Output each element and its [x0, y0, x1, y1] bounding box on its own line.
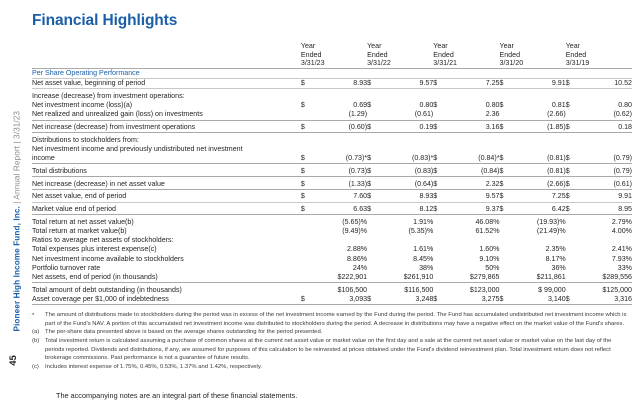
row-currency	[566, 110, 580, 120]
row-currency: $	[367, 177, 381, 190]
row-currency: $	[367, 202, 381, 215]
row-value: 38%	[419, 263, 434, 272]
row-currency	[566, 283, 580, 295]
row-value: 7.60	[315, 189, 367, 202]
table-row-section-header	[32, 68, 632, 78]
row-value: (2.66)	[547, 110, 566, 119]
row-currency: $	[367, 189, 381, 202]
row-currency	[301, 245, 315, 254]
row-value: (0.62)	[613, 110, 632, 119]
row-value: (0.61)	[580, 177, 632, 190]
row-value: 3,316	[580, 295, 632, 305]
row-currency: $	[433, 120, 447, 133]
row-value: (0.83)*	[412, 154, 434, 163]
footnote-item	[32, 311, 632, 328]
row-currency	[301, 215, 315, 227]
table-row-total	[32, 164, 632, 177]
row-label: Total return at net asset value(b)	[32, 215, 301, 227]
row-currency	[301, 264, 315, 273]
row-label: Net increase (decrease) in net asset value	[32, 177, 301, 190]
row-currency: $	[433, 177, 447, 190]
table-header-row	[32, 42, 632, 68]
row-currency	[433, 264, 447, 273]
row-value: (0.60)	[315, 120, 367, 133]
row-value: 46.08%	[447, 215, 499, 227]
table-row	[32, 189, 632, 202]
row-value: 6.63	[315, 202, 367, 215]
table-row-total	[32, 120, 632, 133]
footnotes	[32, 311, 632, 371]
row-currency	[566, 255, 580, 264]
row-value: 6.42	[514, 202, 566, 215]
row-value: 2.41%	[611, 245, 632, 254]
row-currency: $	[566, 177, 580, 190]
column-header-4	[566, 42, 632, 68]
footnote-text: Total investment return is calculated assuming a purchase of common shares at the current net asset value or market value on the first day and a sale at the current net asset value or market value on the last day of the periods reported. Dividends and distributions, if any, are assumed for purposes of this calculation to be reinvested at prices obtained under the Fund's dividend reinvestment plan. Total investment return does not reflect brokerage commissions. Past performance is not a guarantee of future results.	[45, 338, 612, 362]
footnote-marker: (b)	[32, 338, 40, 345]
row-value: 9.57	[381, 79, 433, 89]
table-row-subheader	[32, 89, 632, 101]
row-currency: $	[301, 189, 315, 202]
row-value: 2.88%	[346, 245, 368, 254]
row-value: 1.91%	[381, 215, 433, 227]
row-currency: $	[301, 164, 315, 177]
row-currency: $	[367, 154, 372, 163]
row-currency	[367, 227, 381, 236]
row-value: 8.95	[580, 202, 632, 215]
row-value: 24%	[352, 263, 368, 272]
row-currency: $	[566, 295, 580, 305]
closing-note: The accompanying notes are an integral part of these financial statements.	[56, 391, 298, 400]
row-value: 7.25	[514, 189, 566, 202]
row-value: 4.00%	[611, 226, 632, 235]
row-currency	[500, 227, 514, 236]
row-value: (21.49)%	[536, 226, 566, 235]
row-value: (9.49)%	[342, 226, 368, 235]
row-currency: $	[300, 101, 305, 110]
row-currency	[566, 273, 580, 283]
row-currency	[301, 227, 315, 236]
row-label: Total distributions	[32, 164, 301, 177]
row-value: 2.35%	[545, 245, 566, 254]
column-header-4-line3: 3/31/19	[565, 59, 590, 68]
footnote-marker: (a)	[32, 329, 40, 336]
row-value: $211,861	[536, 273, 566, 282]
row-currency: $	[565, 154, 570, 163]
row-value: (2.66)	[514, 177, 566, 190]
row-value: (0.73)	[315, 164, 367, 177]
row-value: 9.37	[447, 202, 499, 215]
row-value: $125,000	[580, 283, 632, 295]
row-currency: $	[565, 101, 570, 110]
table-row-subheader	[32, 133, 632, 145]
column-header-2	[433, 42, 499, 68]
row-currency: $	[301, 79, 315, 89]
column-header-3-line2: Ended	[499, 50, 521, 59]
row-value: (5.65)%	[315, 215, 367, 227]
row-currency: $	[499, 101, 504, 110]
table-row	[32, 101, 632, 110]
row-currency: $	[433, 295, 447, 305]
row-label: Net increase (decrease) from investment operations	[32, 120, 301, 133]
row-value: $261,910	[403, 273, 434, 282]
row-value: 1.61%	[413, 245, 434, 254]
row-value: 50%	[485, 263, 500, 272]
footnote-item	[32, 328, 632, 336]
table-row-subheader	[32, 236, 632, 245]
row-currency: $	[367, 120, 381, 133]
page-number: 45	[7, 355, 19, 366]
row-currency: $	[500, 177, 514, 190]
row-currency	[566, 227, 580, 236]
row-value: (0.79)	[613, 154, 632, 163]
row-label: Net investment income and previously undistributed net investment	[32, 144, 243, 153]
row-value: (0.81)	[547, 154, 566, 163]
spine-separator-1: |	[12, 199, 22, 207]
row-currency	[500, 110, 514, 120]
page-title: Financial Highlights	[32, 12, 178, 29]
row-value: $279,865	[469, 273, 500, 282]
column-header-0	[301, 42, 367, 68]
row-value: 7.25	[447, 79, 499, 89]
row-value: $222,901	[337, 273, 368, 282]
row-value: 0.69	[353, 101, 368, 110]
row-value: 8.93	[381, 189, 433, 202]
row-value: 2.79%	[580, 215, 632, 227]
row-value: (19.93)%	[514, 215, 566, 227]
row-value: 8.17%	[545, 254, 566, 263]
row-currency	[500, 245, 514, 254]
row-label: Net realized and unrealized gain (loss) on investments	[32, 110, 203, 119]
page-spine	[0, 0, 30, 400]
row-value: (0.81)	[514, 164, 566, 177]
row-label: Ratios to average net assets of stockholders:	[32, 236, 174, 245]
row-value: 8.93	[315, 79, 367, 89]
row-currency: $	[433, 164, 447, 177]
column-header-0-line1: Year	[300, 42, 316, 50]
row-currency	[433, 245, 447, 254]
row-currency	[301, 110, 315, 120]
table-row	[32, 154, 632, 164]
row-label: Total amount of debt outstanding (in thousands)	[32, 283, 301, 295]
row-value: $ 99,000	[514, 283, 566, 295]
row-value: 0.19	[381, 120, 433, 133]
row-currency: $	[301, 202, 315, 215]
row-value: (0.73)*	[345, 154, 368, 163]
column-header-2-line2: Ended	[433, 50, 454, 59]
row-label: Net investment income available to stockholders	[32, 254, 184, 263]
row-currency	[367, 245, 381, 254]
row-value: 3,248	[381, 295, 433, 305]
page-content	[32, 0, 632, 400]
row-currency: $	[566, 202, 580, 215]
row-value: $123,000	[447, 283, 499, 295]
row-value: 8.45%	[413, 254, 434, 263]
column-header-2-line1: Year	[433, 42, 448, 50]
row-value: (5.35)%	[408, 226, 434, 235]
column-header-4-line1: Year	[565, 42, 581, 50]
row-currency: $	[433, 154, 438, 163]
row-currency	[433, 227, 447, 236]
row-value: (1.29)	[348, 110, 368, 119]
column-header-1	[367, 42, 433, 68]
row-value: 9.91	[580, 189, 632, 202]
row-currency	[500, 283, 514, 295]
column-header-0-line2: Ended	[300, 50, 322, 59]
row-label: income	[32, 154, 55, 163]
row-currency: $	[300, 154, 305, 163]
row-value: 1.60%	[479, 245, 500, 254]
table-row	[32, 255, 632, 264]
row-value: (0.64)	[381, 177, 433, 190]
row-currency	[433, 110, 447, 120]
row-value: 0.80	[419, 101, 434, 110]
footnote-item	[32, 337, 632, 362]
row-label: Market value end of period	[32, 202, 301, 215]
row-value: 9.91	[514, 79, 566, 89]
row-currency: $	[500, 189, 514, 202]
table-row	[32, 245, 632, 254]
row-value: $289,556	[602, 273, 632, 282]
table-row	[32, 79, 632, 89]
footnote-marker: (c)	[32, 363, 39, 370]
spine-date: 3/31/23	[12, 110, 22, 139]
spine-report-label: Annual Report	[12, 145, 22, 200]
row-currency	[433, 283, 447, 295]
row-currency	[301, 255, 315, 264]
table-row-total	[32, 177, 632, 190]
row-currency	[433, 215, 447, 227]
row-value: $106,500	[315, 283, 367, 295]
table-row	[32, 283, 632, 295]
section-header-label: Per Share Operating Performance	[32, 68, 140, 77]
row-currency: $	[301, 120, 315, 133]
row-value: 9.57	[447, 189, 499, 202]
column-header-2-line3: 3/31/21	[433, 59, 457, 68]
row-value: (0.79)	[580, 164, 632, 177]
row-value: 7.93%	[611, 254, 632, 263]
row-currency: $	[500, 295, 514, 305]
row-value: 3,093	[315, 295, 367, 305]
row-value: $116,500	[381, 283, 433, 295]
row-value: 8.12	[381, 202, 433, 215]
row-currency: $	[433, 101, 438, 110]
row-value: (0.84)*	[478, 154, 500, 163]
row-currency	[500, 273, 514, 283]
row-value: (0.84)	[447, 164, 499, 177]
row-value: 0.81	[551, 101, 566, 110]
row-label: Net asset value, end of period	[32, 189, 301, 202]
spine-separator-2: |	[12, 138, 22, 146]
row-currency: $	[433, 79, 447, 89]
row-currency	[367, 273, 381, 283]
spine-fund-name: Pioneer High Income Fund, Inc.	[12, 206, 22, 332]
column-header-1-line3: 3/31/22	[367, 59, 391, 68]
row-currency: $	[301, 177, 315, 190]
table-row	[32, 295, 632, 305]
row-currency	[500, 264, 514, 273]
footnote-marker: *	[32, 313, 35, 320]
row-currency: $	[433, 202, 447, 215]
row-value: 61.52%	[475, 226, 500, 235]
financial-highlights-table	[32, 42, 632, 305]
row-value: 0.18	[580, 120, 632, 133]
row-currency	[500, 215, 514, 227]
row-value: 2.36	[485, 110, 500, 119]
row-label: Total return at market value(b)	[32, 226, 127, 235]
row-value: 9.10%	[479, 254, 500, 263]
row-currency	[367, 264, 381, 273]
row-value: 36%	[551, 263, 566, 272]
table-row-total	[32, 227, 632, 236]
row-value: 0.80	[485, 101, 500, 110]
row-currency	[433, 273, 447, 283]
row-currency	[367, 255, 381, 264]
row-currency: $	[367, 79, 381, 89]
table-row	[32, 264, 632, 273]
table-row	[32, 110, 632, 120]
row-currency: $	[367, 295, 381, 305]
row-value: 33%	[617, 263, 632, 272]
row-currency	[566, 264, 580, 273]
column-header-1-line2: Ended	[367, 50, 388, 59]
row-currency: $	[301, 295, 315, 305]
row-currency: $	[566, 189, 580, 202]
row-currency: $	[367, 101, 372, 110]
row-value: 10.52	[580, 79, 632, 89]
row-currency: $	[500, 202, 514, 215]
row-value: (0.61)	[414, 110, 434, 119]
row-currency	[433, 255, 447, 264]
row-currency	[500, 255, 514, 264]
table-row-total	[32, 215, 632, 227]
row-currency	[367, 283, 381, 295]
row-label: Net investment income (loss)(a)	[32, 101, 133, 110]
row-value: 0.80	[618, 101, 632, 110]
column-header-4-line2: Ended	[565, 50, 587, 59]
row-label: Increase (decrease) from investment operations:	[32, 89, 632, 101]
row-value: 3,275	[447, 295, 499, 305]
row-label: Portfolio turnover rate	[32, 263, 101, 272]
footnote-text: Includes interest expense of 1.75%, 0.45%, 0.53%, 1.37% and 1.42%, respectively.	[45, 363, 262, 370]
footnote-item	[32, 363, 632, 371]
row-value: (1.85)	[514, 120, 566, 133]
row-value: 3.16	[447, 120, 499, 133]
column-header-3	[500, 42, 566, 68]
row-currency: $	[566, 79, 580, 89]
row-value: 8.86%	[346, 254, 368, 263]
row-value: 2.32	[447, 177, 499, 190]
row-currency	[301, 273, 315, 283]
row-currency: $	[566, 164, 580, 177]
row-currency	[566, 245, 580, 254]
header-spacer	[32, 42, 301, 68]
row-currency	[367, 215, 381, 227]
table-row	[32, 273, 632, 283]
row-value: (1.33)	[315, 177, 367, 190]
row-currency: $	[500, 164, 514, 177]
column-header-3-line1: Year	[499, 42, 514, 50]
row-label: Asset coverage per $1,000 of indebtedness	[32, 295, 301, 305]
table-row	[32, 202, 632, 215]
column-header-1-line1: Year	[367, 42, 382, 50]
footnote-text: The per-share data presented above is based on the average shares outstanding for the period presented.	[45, 329, 323, 336]
row-currency: $	[500, 120, 514, 133]
spine-running-head	[13, 62, 22, 332]
row-currency	[566, 215, 580, 227]
column-header-0-line3: 3/31/23	[300, 59, 325, 68]
column-header-3-line3: 3/31/20	[499, 59, 524, 68]
row-label: Net assets, end of period (in thousands)	[32, 273, 158, 282]
row-label: Distributions to stockholders from:	[32, 133, 632, 145]
table-row-subheader	[32, 145, 632, 154]
row-currency: $	[500, 79, 514, 89]
row-currency: $	[367, 164, 381, 177]
row-currency: $	[499, 154, 504, 163]
row-currency: $	[566, 120, 580, 133]
row-label: Total expenses plus interest expense(c)	[32, 245, 157, 254]
row-value: 3,140	[514, 295, 566, 305]
footnote-text: The amount of distributions made to stockholders during the period was in excess of the net investment income earned by the Fund during the period. The Fund has accumulated undistributed net investment income which is part of the Fund's NAV. A portion of this accumulated net investment income was distributed to stockholders during the period. A decrease in distributions may have a negative effect on the market value of the Fund's shares.	[45, 312, 627, 327]
row-currency	[301, 283, 315, 295]
row-currency: $	[433, 189, 447, 202]
row-value: (0.83)	[381, 164, 433, 177]
row-currency	[367, 110, 381, 120]
row-label: Net asset value, beginning of period	[32, 79, 301, 89]
